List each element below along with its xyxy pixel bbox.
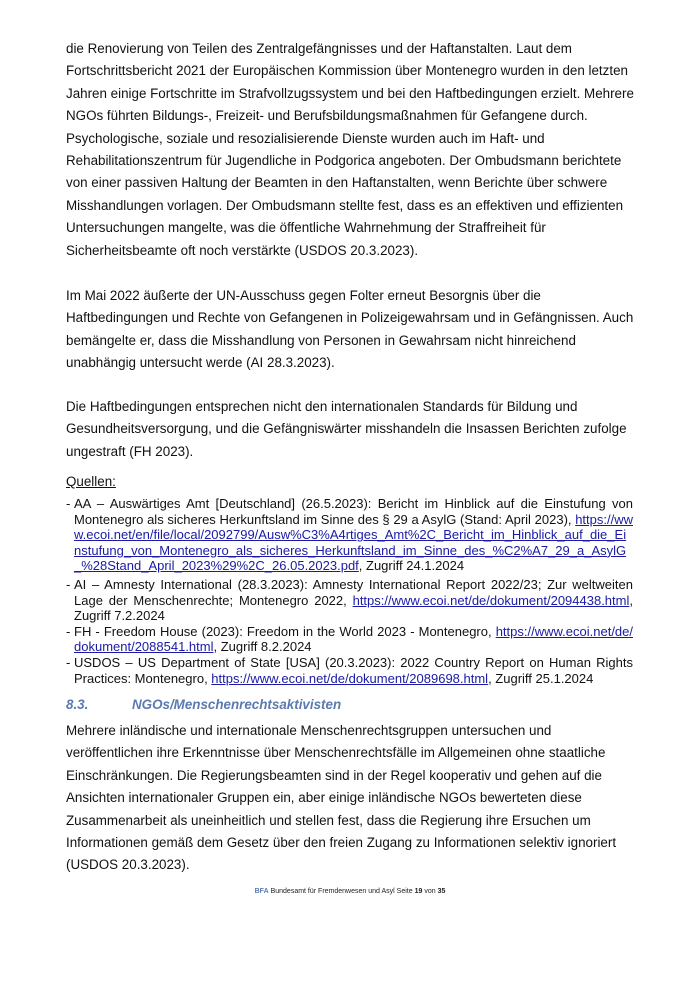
- section-number: 8.3.: [66, 697, 89, 712]
- source-text: FH - Freedom House (2023): Freedom in the World 2023 - Montenegro,: [74, 623, 496, 639]
- sources-heading: Quellen:: [66, 474, 116, 489]
- source-item: [66, 624, 633, 655]
- source-access: , Zugriff 24.1.2024: [358, 558, 465, 574]
- footer-of-label: von: [424, 888, 436, 895]
- footer-page-label: Seite: [396, 888, 413, 895]
- footer-org: Bundesamt für Fremdenwesen und Asyl: [270, 888, 395, 895]
- source-access: , Zugriff 25.1.2024: [488, 670, 594, 686]
- source-access: , Zugriff 8.2.2024: [213, 639, 312, 655]
- section-title: NGOs/Menschenrechtsaktivisten: [132, 697, 342, 712]
- section-heading: [66, 697, 341, 712]
- source-link[interactable]: https://www.ecoi.net/en/file/local/2092799/Ausw%C3%A4rtiges_Amt%2C_Bericht_im_Hinblick_auf_die_Einstufung_von_Montenegro_als_sicheres_Herkunftsland_im_Sinne_des_%C2%A7_29_a_AsylG_%28Stand_April_2023%29%2C_26.05.2023.pdf: [74, 511, 633, 574]
- footer-page-number: 19: [414, 888, 423, 895]
- body-paragraph: Im Mai 2022 äußerte der UN-Ausschuss gegen Folter erneut Besorgnis über die Haftbedingungen und Rechte von Gefangenen in Polizeigewahrsam und in Gefängnissen. Auch bemängelte er, dass die Misshandlung von Personen in Gewahrsam nicht hinreichend unabhängig untersucht werde (AI 28.3.2023).: [66, 288, 634, 371]
- page-footer: [0, 888, 700, 895]
- footer-page-total: 35: [437, 888, 446, 895]
- source-link[interactable]: https://www.ecoi.net/de/dokument/2089698.html: [211, 670, 489, 686]
- body-paragraph: Mehrere inländische und internationale Menschenrechtsgruppen untersuchen und veröffentlichen ihre Erkenntnisse über Menschenrechtsfälle im Allgemeinen ohne staatliche Einschränkungen. Die Regierungsbeamten sind in der Regel kooperativ und gehen auf die Ansichten internationaler Gruppen ein, aber einige inländische NGOs bewerteten diese Zusammenarbeit als uneinheitlich und stellen fest, dass die Regierung ihre Ersuchen um Informationen gemäß dem Gesetz über den freien Zugang zu Informationen selektiv ignoriert (USDOS 20.3.2023).: [66, 723, 617, 873]
- source-item: [66, 655, 633, 686]
- source-link[interactable]: https://www.ecoi.net/de/dokument/2088541.html: [74, 623, 633, 655]
- source-item: [66, 577, 633, 624]
- sources-list: [66, 496, 633, 686]
- source-text: AA – Auswärtiges Amt [Deutschland] (26.5.2023): Bericht im Hinblick auf die Einstufung von Montenegro als sicheres Herkunftsland im Sinne des § 29 a AsylG (Stand: April 2023),: [74, 496, 633, 527]
- source-access: , Zugriff 7.2.2024: [74, 592, 633, 624]
- source-link[interactable]: https://www.ecoi.net/de/dokument/2094438.html: [352, 592, 630, 608]
- body-paragraph: die Renovierung von Teilen des Zentralgefängnisses und der Haftanstalten. Laut dem Fortschrittsbericht 2021 der Europäischen Kommission über Montenegro wurden in den letzten Jahren einige Fortschritte im Strafvollzugssystem und bei den Haftbedingungen erzielt. Mehrere NGOs führten Bildungs-, Freizeit- und Berufsbildungsmaßnahmen für Gefangene durch. Psychologische, soziale und resozialisierende Dienste wurden auch im Haft- und Rehabilitationszentrum für Jugendliche in Podgorica angeboten. Der Ombudsmann berichtete von einer passiven Haltung der Beamten in den Haftanstalten, wenn Berichte über schwere Misshandlungen vorlagen. Der Ombudsmann stellte fest, dass es an effektiven und effizienten Untersuchungen mangelte, was die öffentliche Wahrnehmung der Straffreiheit für Sicherheitsbeamte oft noch verstärkte (USDOS 20.3.2023).: [66, 41, 634, 258]
- source-text: AI – Amnesty International (28.3.2023): Amnesty International Report 2022/23; Zur weltweiten Lage der Menschenrechte; Montenegro 2022,: [74, 576, 633, 608]
- source-item: [66, 496, 633, 574]
- body-paragraph: Die Haftbedingungen entsprechen nicht den internationalen Standards für Bildung und Gesundheitsversorgung, und die Gefängniswärter misshandeln die Insassen Berichten zufolge ungestraft (FH 2023).: [66, 399, 627, 459]
- source-text: USDOS – US Department of State [USA] (20.3.2023): 2022 Country Report on Human Rights Practices: Montenegro,: [74, 654, 633, 686]
- bfa-logo: BFA: [254, 888, 269, 895]
